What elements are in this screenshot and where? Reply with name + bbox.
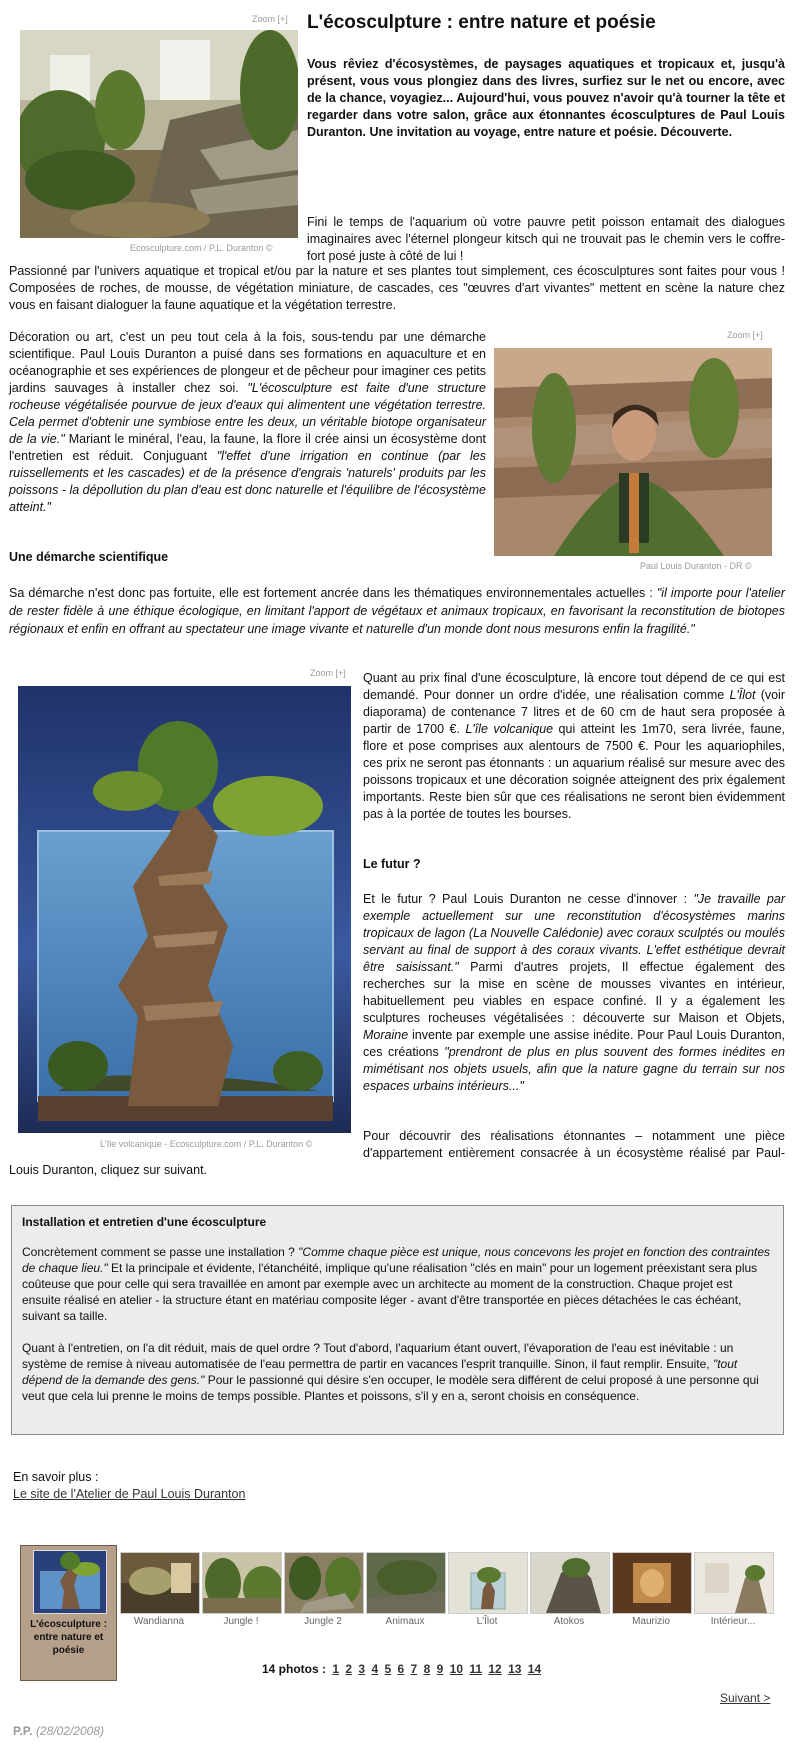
gallery-thumb-jungle-2[interactable] xyxy=(284,1552,364,1614)
box-paragraph-2: Quant à l'entretien, on l'a dit réduit, mais de quel ordre ? Tout d'abord, l'aquarium étant ouvert, l'évaporation de l'eau est inévitable : un système de remise à niveau automatisée de l'eau permettra de partir en vacances l'esprit tranquille. Sinon, il faut remplir. Ensuite, "tout dépend de la demande des gens." Pour le passionné qui désire s'en occuper, le modèle sera différent de celui proposé à une personne qui veut que cela lui prenne le moins de temps possible. Plantes et poissons, s'il y en a, seront choisis en conséquence. xyxy=(22,1341,759,1403)
page-link[interactable]: 1 xyxy=(332,1662,340,1676)
gallery-label-wandianna[interactable]: Wandianna xyxy=(133,1616,185,1627)
photo2-caption: Paul Louis Duranton - DR © xyxy=(640,561,752,571)
page-link[interactable]: 8 xyxy=(423,1662,431,1676)
paragraph-4 xyxy=(9,584,785,638)
page-link[interactable]: 2 xyxy=(345,1662,353,1676)
zoom-link-photo1[interactable]: Zoom [+] xyxy=(252,14,288,24)
installation-box xyxy=(11,1205,784,1435)
gallery-thumb-atokos[interactable] xyxy=(530,1552,610,1614)
author-initials: P.P. xyxy=(13,1724,33,1738)
gallery-label-interieur[interactable]: Intérieur... xyxy=(710,1616,756,1627)
page-link[interactable]: 6 xyxy=(397,1662,405,1676)
gallery-thumb-interieur[interactable] xyxy=(694,1552,774,1614)
gallery-label-animaux[interactable]: Animaux xyxy=(385,1616,425,1627)
paragraph-3-a: Décoration ou art, c'est un peu tout cela à la fois, sous-tendu par une démarche scientifique. Paul Louis Duranton a puisé dans ses formations en aquaculture et en océanographie et ses expériences de plongeur et de pêcheur pour imaginer ces petits jardins sauvages à installer chez soi. xyxy=(9,330,486,395)
paragraph-7: Pour découvrir des réalisations étonnantes – notamment une pièce d'appartement entièrement consacrée à un écosystème réalisé par Paul-Louis Duranton, cliquez sur suivant. xyxy=(9,1129,785,1177)
gallery-thumb-animaux[interactable] xyxy=(366,1552,446,1614)
box-quote-2: "tout dépend de la demande des gens." xyxy=(22,1357,738,1387)
paragraph-6-quote-1: "Je travaille par exemple actuellement sur une reconstitution d'écosystèmes marins tropicaux de lagon (La Nouvelle Calédonie) avec coraux sculptés ou moulés servant au final de support à des coraux vivants. L'effet esthétique devrait être saisissant." xyxy=(363,892,785,974)
more-label: En savoir plus : xyxy=(13,1470,99,1484)
paragraph-6-c: Parmi d'autres projets, Il effectue également des recherches sur la mise en scène de mousses vivantes en intérieur, habituellement peu viables en espace confiné. Il y a également les sculptures rocheuses végétalisées : découverte sur Maison et Objets, xyxy=(363,960,785,1025)
paragraph-6 xyxy=(363,891,785,1095)
page-link[interactable]: 10 xyxy=(449,1662,463,1676)
box-quote-1: "Comme chaque pièce est unique, nous concevons les projet en fonction des contraintes de chaque lieu." xyxy=(22,1245,771,1275)
page-link[interactable]: 12 xyxy=(488,1662,502,1676)
page-link[interactable]: 11 xyxy=(469,1662,483,1676)
paragraph-3-quote-1: "L'écosculpture est faite d'une structure rocheuse végétalisée pourvue de jeux d'eaux qui alimentent une végétation terrestre. Cela permet d'obtenir une symbiose entre les deux, un véritable biotope organisateur de la vie." xyxy=(9,381,486,446)
paragraph-6-moraine: Moraine xyxy=(363,1028,409,1042)
gallery-thumb-jungle[interactable] xyxy=(202,1552,282,1614)
page-link[interactable]: 7 xyxy=(410,1662,418,1676)
paragraph-5-ile-volcanique: L'île volcanique xyxy=(465,722,554,736)
more-link-atelier[interactable]: Le site de l'Atelier de Paul Louis Duranton xyxy=(13,1487,246,1501)
gallery-thumb-ilot[interactable] xyxy=(448,1552,528,1614)
gallery-thumb-wandianna[interactable] xyxy=(120,1552,200,1614)
gallery-label-jungle[interactable]: Jungle ! xyxy=(223,1616,259,1627)
box-paragraph-1: Concrètement comment se passe une installation ? "Comme chaque pièce est unique, nous concevons les projet en fonction des contraintes de chaque lieu." Et la principale et évidente, l'étanchéité, implique qu'une réalisation "clés en main" pour un logement préexistant sera plus coûteuse que pour celle qui sera travaillée en amont par exemple avec un architecte au moment de la construction. Chaque projet est ensuite réalisé en atelier - la structure étant en matériau composite léger - avant d'être transportée en pièces détachées le cas échéant, suivant sa taille. xyxy=(22,1245,771,1323)
photo-count-label: 14 photos : xyxy=(262,1662,327,1676)
paragraph-5 xyxy=(363,670,785,823)
article-intro: Vous rêviez d'écosystèmes, de paysages aquatiques et tropicaux et, jusqu'à présent, vous vous plongiez dans des livres, surfiez sur le net ou encore, avec de la chance, voyagiez... Aujourd'hui, vous pouvez n'avoir qu'à tourner la tête et regarder dans votre salon, grâce aux étonnantes écosculptures de Paul Louis Duranton. Une invitation au voyage, entre nature et poésie. Découverte. xyxy=(307,57,785,139)
publish-date: (28/02/2008) xyxy=(35,1724,104,1738)
page-link[interactable]: 13 xyxy=(508,1662,522,1676)
photo-paul-louis-duranton[interactable] xyxy=(494,348,772,556)
next-link[interactable]: Suivant > xyxy=(720,1691,771,1705)
paragraph-3 xyxy=(9,329,486,516)
article-title: L'écosculpture : entre nature et poésie xyxy=(307,12,656,33)
paragraph-2: Passionné par l'univers aquatique et tropical et/ou par la nature et ses plantes tout simplement, ces écosculptures sont faites pour vous ! Composées de roches, de mousse, de végétation miniature, de cascades, ces "œuvres d'art vivantes" mettent en scène la nature chez vous en faisant dialoguer la faune aquatique et la végétation terrestre. xyxy=(9,264,785,312)
page-link[interactable]: 9 xyxy=(436,1662,444,1676)
section-heading-demarche: Une démarche scientifique xyxy=(9,550,169,564)
page-link[interactable]: 4 xyxy=(371,1662,379,1676)
gallery-label-maurizio[interactable]: Maurizio xyxy=(632,1616,670,1627)
gallery-active-thumb xyxy=(33,1550,107,1614)
photo-interior-ecosculpture[interactable] xyxy=(20,30,298,238)
paragraph-6-a: Et le futur ? Paul Louis Duranton ne cesse d'innover : xyxy=(363,892,694,906)
photo1-caption: Ecosculpture.com / P.L. Duranton © xyxy=(130,243,273,253)
page-link[interactable]: 5 xyxy=(384,1662,392,1676)
photo-ile-volcanique[interactable] xyxy=(18,686,351,1133)
photo3-caption: L'île volcanique - Ecosculpture.com / P.L. Duranton © xyxy=(100,1139,313,1149)
paragraph-5-a: Quant au prix final d'une écosculpture, là encore tout dépend de ce qui est demandé. Pour donner un ordre d'idée, une réalisation comme xyxy=(363,671,785,702)
section-heading-futur: Le futur ? xyxy=(363,857,421,871)
paragraph-1: Fini le temps de l'aquarium où votre pauvre petit poisson entamait des dialogues imaginaires avec l'éternel plongeur kitsch qui ne trouvait pas le chemin vers le coffre-fort posé juste à côté de lui ! xyxy=(307,215,785,263)
paragraph-6-quote-2: "prendront de plus en plus souvent des formes inédites en mimétisant nos objets usuels, afin que la nature gagne du terrain sur nos espaces urbains intérieurs..." xyxy=(363,1045,785,1093)
paragraph-4-quote: "il importe pour l'atelier de rester fidèle à une éthique écologique, en limitant l'apport de végétaux et animaux tropicaux, en favorisant la reconstitution de biotopes régionaux et enfin en offrant au spectateur une image vivante et naturelle d'un monde dont nous mesurons enfin la fragilité." xyxy=(9,586,785,636)
paragraph-3-quote-2: "l'effet d'une irrigation en continue (par les ruissellements et les cascades) et de la présence d'engrais 'naturels' produits par les poissons - la dépollution du plan d'eau est donc naturelle et l'équilibre de l'écosystème atteint." xyxy=(9,449,487,514)
box-title: Installation et entretien d'une écosculpture xyxy=(22,1215,267,1229)
paragraph-5-e: qui atteint les 1m70, sera livrée, faune, flore et pose comprises aux alentours de 7500 €. Pour les aquariophiles, ces prix ne seront pas étonnants : un aquarium réalisé sur mesure avec des poissons tropicaux et une décoration soignée atteignent des prix également importants. Reste bien sûr que ces réalisations ne seront bien évidemment pas à la portée de toutes les bourses. xyxy=(363,722,786,821)
gallery-active-label: L'écosculpture : entre nature et poésie xyxy=(30,1619,107,1656)
zoom-link-photo3[interactable]: Zoom [+] xyxy=(310,668,346,678)
gallery-active-item[interactable] xyxy=(20,1545,117,1681)
gallery-label-jungle-2[interactable]: Jungle 2 xyxy=(304,1616,342,1627)
article-footer xyxy=(13,1724,104,1738)
gallery-label-ilot[interactable]: L'Îlot xyxy=(476,1616,498,1627)
gallery-thumb-maurizio[interactable] xyxy=(612,1552,692,1614)
zoom-link-photo2[interactable]: Zoom [+] xyxy=(727,330,763,340)
paragraph-3-c: Mariant le minéral, l'eau, la faune, la flore il crée ainsi un écosystème dont l'entretien est réduit. Conjuguant xyxy=(9,432,487,463)
paragraph-5-c: (voir diaporama) de contenance 7 litres et de 60 cm de haut sera proposée à partir de 1700 €. xyxy=(363,688,785,736)
page-link[interactable]: 3 xyxy=(358,1662,366,1676)
pagination xyxy=(262,1662,544,1676)
paragraph-4-a: Sa démarche n'est donc pas fortuite, elle est fortement ancrée dans les thématiques environnementales actuelles : xyxy=(9,586,657,600)
paragraph-5-ilot: L'Îlot xyxy=(729,688,756,702)
paragraph-6-e: invente par exemple une assise inédite. Pour Paul Louis Duranton, ces créations xyxy=(363,1028,785,1059)
gallery-label-atokos[interactable]: Atokos xyxy=(553,1616,585,1627)
page-link[interactable]: 14 xyxy=(527,1662,542,1676)
